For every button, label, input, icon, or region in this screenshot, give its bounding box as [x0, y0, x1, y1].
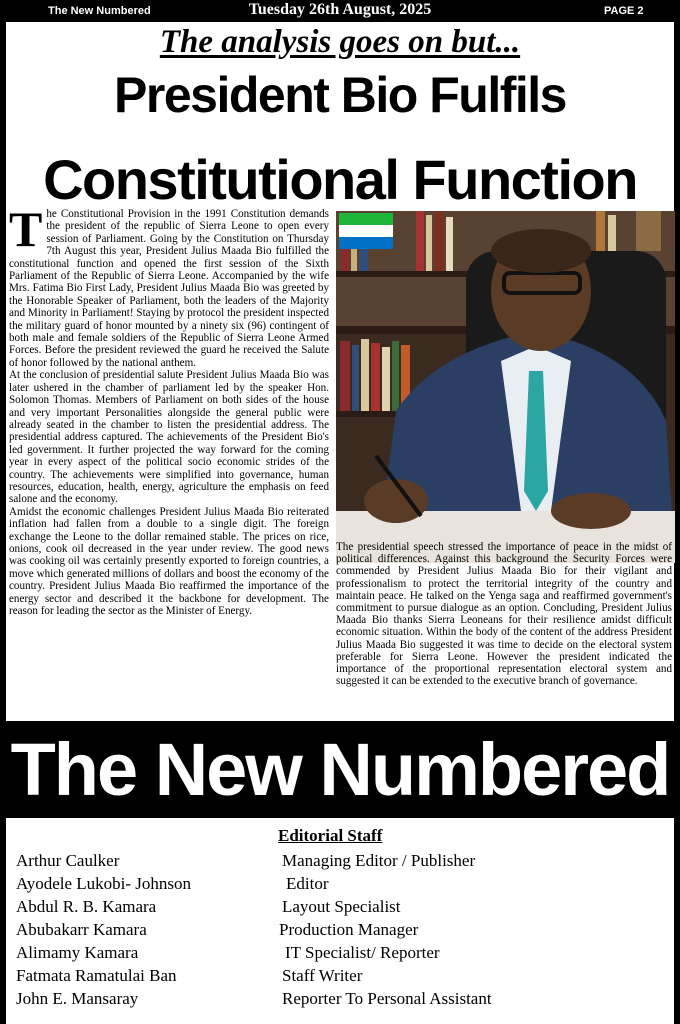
article-column-right	[336, 541, 672, 687]
publication-name: The New Numbered	[48, 5, 151, 17]
staff-role: Managing Editor / Publisher	[282, 851, 476, 870]
staff-name: Abdul R. B. Kamara	[16, 897, 157, 916]
sierra-leone-flag-icon	[339, 213, 393, 249]
staff-role: IT Specialist/ Reporter	[285, 943, 440, 962]
paragraph-4: The presidential speech stressed the importance of peace in the midst of political differences. Against this background the Security Forces were commended by President Julius Maada Bio for their vigilant and professionalism to protect the territorial integrity of the country and maintain peace. He talked on the Yenga saga and reaffirmed government's commitment to pursue dialogue as an option. Concluding, President Julius Maada Bio thanks Sierra Leoneans for their resilience amidst difficult economic situation. Within the body of the content of the address President Julius Maada Bio suggested it was time to decide on the electoral system preferable for Sierra Leone. However the president indicated the importance of the proportional representation electoral system and suggested it can be extended to the executive branch of governance.	[336, 541, 672, 688]
staff-row	[6, 964, 674, 987]
staff-role: Staff Writer	[282, 966, 363, 985]
paragraph-3: Amidst the economic challenges President Julius Maada Bio reiterated inflation had fallen from a double to a single digit. The foreign exchange the Leone to the dollar remained stable. The prices on rice, onions, cook oil decreased in the year under review. The good news was cooking oil was certainly presently exported to foreign countries, a move which generated millions of dollars and boost the economy of the country. President Julius Maada Bio reaffirmed the importance of the energy sector and described it the backbone for development. The reason for leading the sector as the Minister of Energy.	[9, 505, 329, 617]
headline-line-1: President Bio Fulfils	[114, 67, 566, 123]
staff-name: Arthur Caulker	[16, 851, 120, 870]
staff-name: John E. Mansaray	[16, 989, 139, 1008]
staff-role: Production Manager	[279, 920, 419, 939]
paragraph-1-text: he Constitutional Provision in the 1991 Constitution demands the president of the republic of Sierra Leone to open every session of Parliament. Going by the Constitution on Thursday 7th August this year, President Julius Maada Bio fulfilled the constitutional function and opened the first session of the Sixth Parliament of the Republic of Sierra Leone. Accompanied by the wife Mrs. Fatima Bio First Lady, President Julius Maada Bio was greeted by the Honorable Speaker of Parliament, both the leaders of the Majority and Minority in Parliament! Staying by protocol the president inspected the military guard of honor mounted by a ninety six (96) contingent of both male and female soldiers of the Republic of Sierra Leone Armed Forces. Before the president reviewed the guard he received the Salute of honor followed by the national anthem.	[9, 208, 329, 369]
president-signing-photo	[336, 211, 675, 563]
headline-line-2: Constitutional Function	[43, 148, 637, 211]
page-header	[0, 0, 680, 22]
staff-row	[6, 941, 674, 964]
newspaper-masthead: The New Numbered	[10, 728, 670, 811]
drop-cap: T	[9, 208, 43, 257]
paragraph-1	[9, 208, 329, 369]
editorial-staff-title: Editorial Staff	[278, 826, 383, 845]
page-number: PAGE 2	[604, 5, 644, 17]
editorial-staff-box	[6, 818, 674, 1024]
staff-row	[6, 872, 674, 895]
paragraph-2: At the conclusion of presidential salute President Julius Maada Bio was later ushered in the chamber of parliament led by the speaker Hon. Solomon Thomas. Members of Parliament on both sides of the house and very important Personalities alongside the general public were already seated in the chamber to listen the presidential address. The presidential address captured. The achievements of the President Bio's led government. It further projected the way forward for the coming year in every aspect of the political socio economic strides of the country. The achievements were simplified into governance, human resources, education, health, energy, agriculture the emphasis on feed salone and the economy.	[9, 369, 329, 506]
issue-date: Tuesday 26th August, 2025	[248, 1, 432, 18]
staff-row	[6, 895, 674, 918]
article-sheet	[6, 22, 674, 721]
staff-row	[6, 987, 674, 1010]
article-kicker: The analysis goes on but...	[159, 24, 521, 60]
staff-row	[6, 918, 674, 941]
staff-role: Reporter To Personal Assistant	[282, 989, 492, 1008]
article-column-left	[9, 208, 329, 718]
staff-role: Layout Specialist	[282, 897, 401, 916]
staff-name: Fatmata Ramatulai Ban	[16, 966, 177, 985]
staff-name: Ayodele Lukobi- Johnson	[16, 874, 192, 893]
staff-row	[6, 849, 674, 872]
staff-role: Editor	[286, 874, 329, 893]
staff-name: Abubakarr Kamara	[16, 920, 147, 939]
staff-name: Alimamy Kamara	[16, 943, 139, 962]
